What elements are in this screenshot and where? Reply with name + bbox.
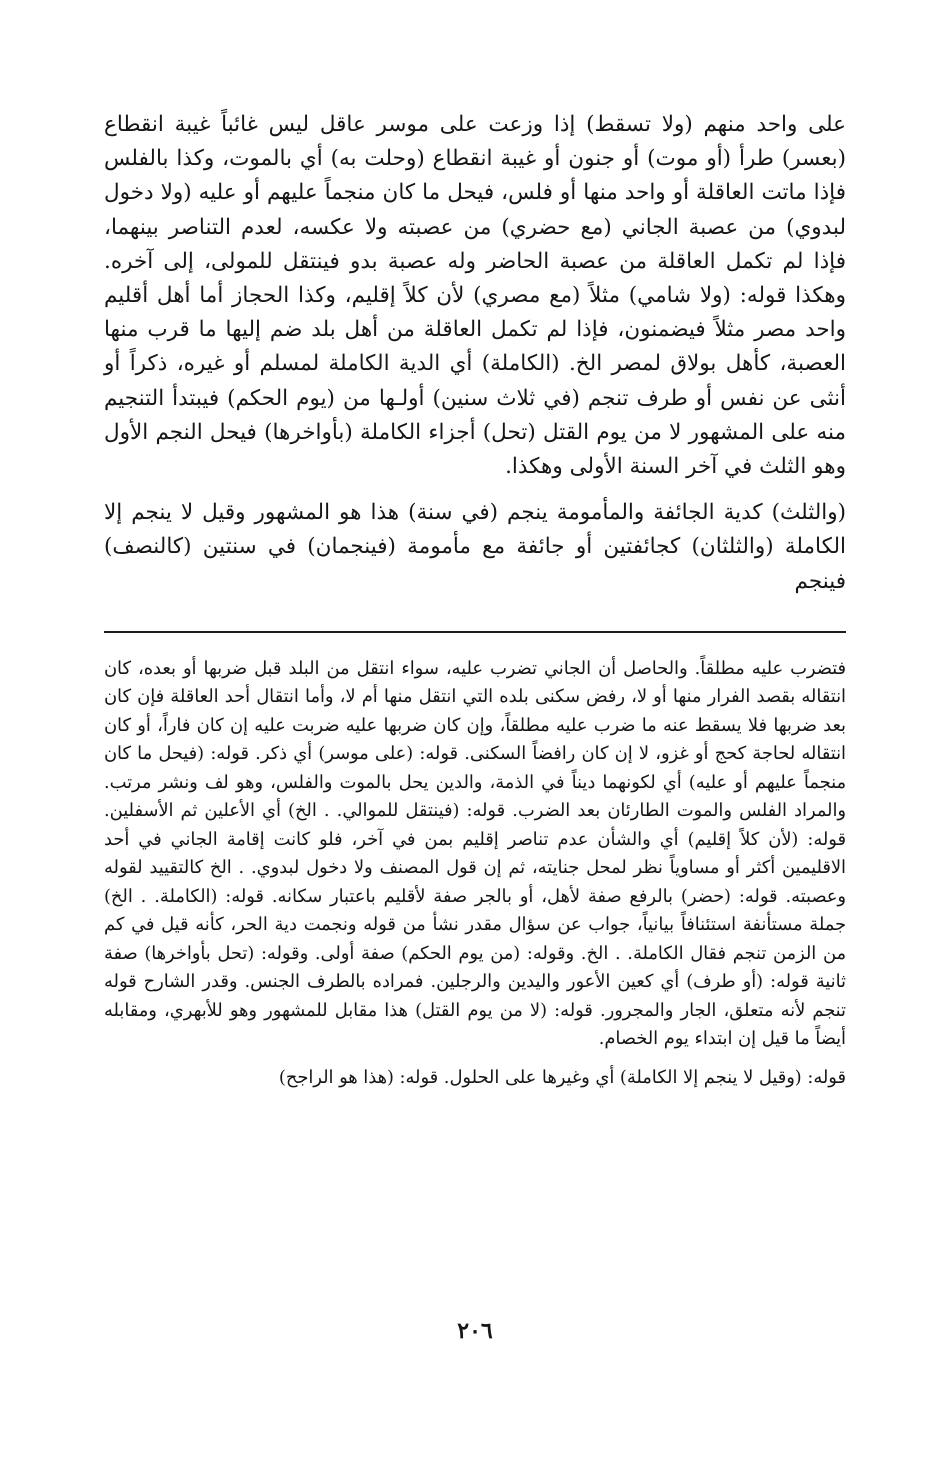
main-paragraph: (والثلث) كدية الجائفة والمأمومة ينجم (في سنة) هذا هو المشهور وقيل لا ينجم إلا الكاملة (والثلثان) كجائفتين أو جائفة مع مأمومة (فينجمان) في سنتين (كالنصف) فينجم [104,500,846,594]
main-paragraph: على واحد منهم (ولا تسقط) إذا وزعت على موسر عاقل ليس غائباً غيبة انقطاع (بعسر) طرأ (أو موت) أو جنون أو غيبة انقطاع (وحلت به) أي بالموت، وكذا بالفلس فإذا ماتت العاقلة أو واحد منها أو فلس، فيحل ما كان منجماً عليهم أو عليه (ولا دخول لبدوي) من عصبة الجاني (مع حضري) من عصبته ولا عكسه، لعدم التناصر بينهما، فإذا لم تكمل العاقلة من عصبة الحاضر وله عصبة بدو فينتقل للمولى، إلى آخره. وهكذا قوله: (ولا شامي) مثلاً (مع مصري) لأن كلاً إقليم، وكذا الحجاز أما أهل أقليم واحد مصر مثلاً فيضمنون، فإذا لم تكمل العاقلة من أهل بلد ضم إليها ما قرب منها العصبة، كأهل بولاق لمصر الخ. (الكاملة) أي الدية الكاملة لمسلم أو غيره، ذكراً أو أنثى عن نفس أو طرف تنجم (في ثلاث سنين) أولـها من (يوم الحكم) فيبتدأ التنجيم منه على المشهور لا من يوم القتل (تحل) أجزاء الكاملة (بأواخرها) فيحل النجم الأول وهو الثلث في آخر السنة الأولى وهكذا. [104,112,846,480]
main-text [104,108,846,599]
commentary-footnotes [104,655,846,1093]
commentary-paragraph: فتضرب عليه مطلقاً. والحاصل أن الجاني تضرب عليه، سواء انتقل من البلد قبل ضربها أو بعده، كان انتقاله بقصد الفرار منها أو لا، رفض سكنى بلده التي انتقل منها أم لا، وأما انتقال أحد العاقلة فإن كان بعد ضربها فلا يسقط عنه ما ضرب عليه مطلقاً، وإن كان ضربها عليه ضربت عليه إن كان فاراً، أو كان انتقاله لحاجة كحج أو غزو، لا إن كان رافضاً السكنى. قوله: (على موسر) أي ذكر. قوله: (فيحل ما كان منجماً عليهم أو عليه) أي لكونهما ديناً في الذمة، والدين يحل بالموت والفلس، وهو لف ونشر مرتب. والمراد الفلس والموت الطارئان بعد الضرب. قوله: (فينتقل للموالي. . الخ) أي الأعلين ثم الأسفلين. قوله: (لأن كلاً إقليم) أي والشأن عدم تناصر إقليم بمن في آخر، فلو كانت إقامة الجاني في أحد الاقليمين أكثر أو مساوياً نظر لمحل جنايته، ثم إن قول المصنف ولا دخول لبدوي. . الخ كالتقييد لقوله وعصبته. قوله: (حضر) بالرفع صفة لأهل، أو بالجر صفة لأقليم باعتبار سكانه. قوله: (الكاملة. . الخ) جملة مستأنفة استئنافاً بيانياً، جواب عن سؤال مقدر نشأ من قوله ونجمت دية الحر، كأنه قيل في كم من الزمن تنجم فقال الكاملة. . الخ. وقوله: (من يوم الحكم) صفة أولى. وقوله: (تحل بأواخرها) صفة ثانية قوله: (أو طرف) أي كعين الأعور واليدين والرجلين. فمراده بالطرف الجنس. وقدر الشارح قوله تنجم لأنه متعلق، الجار والمجرور. قوله: (لا من يوم القتل) هذا مقابل للمشهور وهو للأبهري، ومقابله أيضاً ما قيل إن ابتداء يوم الخصام. [104,657,846,1050]
commentary-paragraph: قوله: (وقيل لا ينجم إلا الكاملة) أي وغيرها على الحلول. قوله: (هذا هو الراجح) [278,1066,846,1088]
page-number: ٢٠٦ [457,1318,493,1344]
footnote-divider [104,631,846,633]
